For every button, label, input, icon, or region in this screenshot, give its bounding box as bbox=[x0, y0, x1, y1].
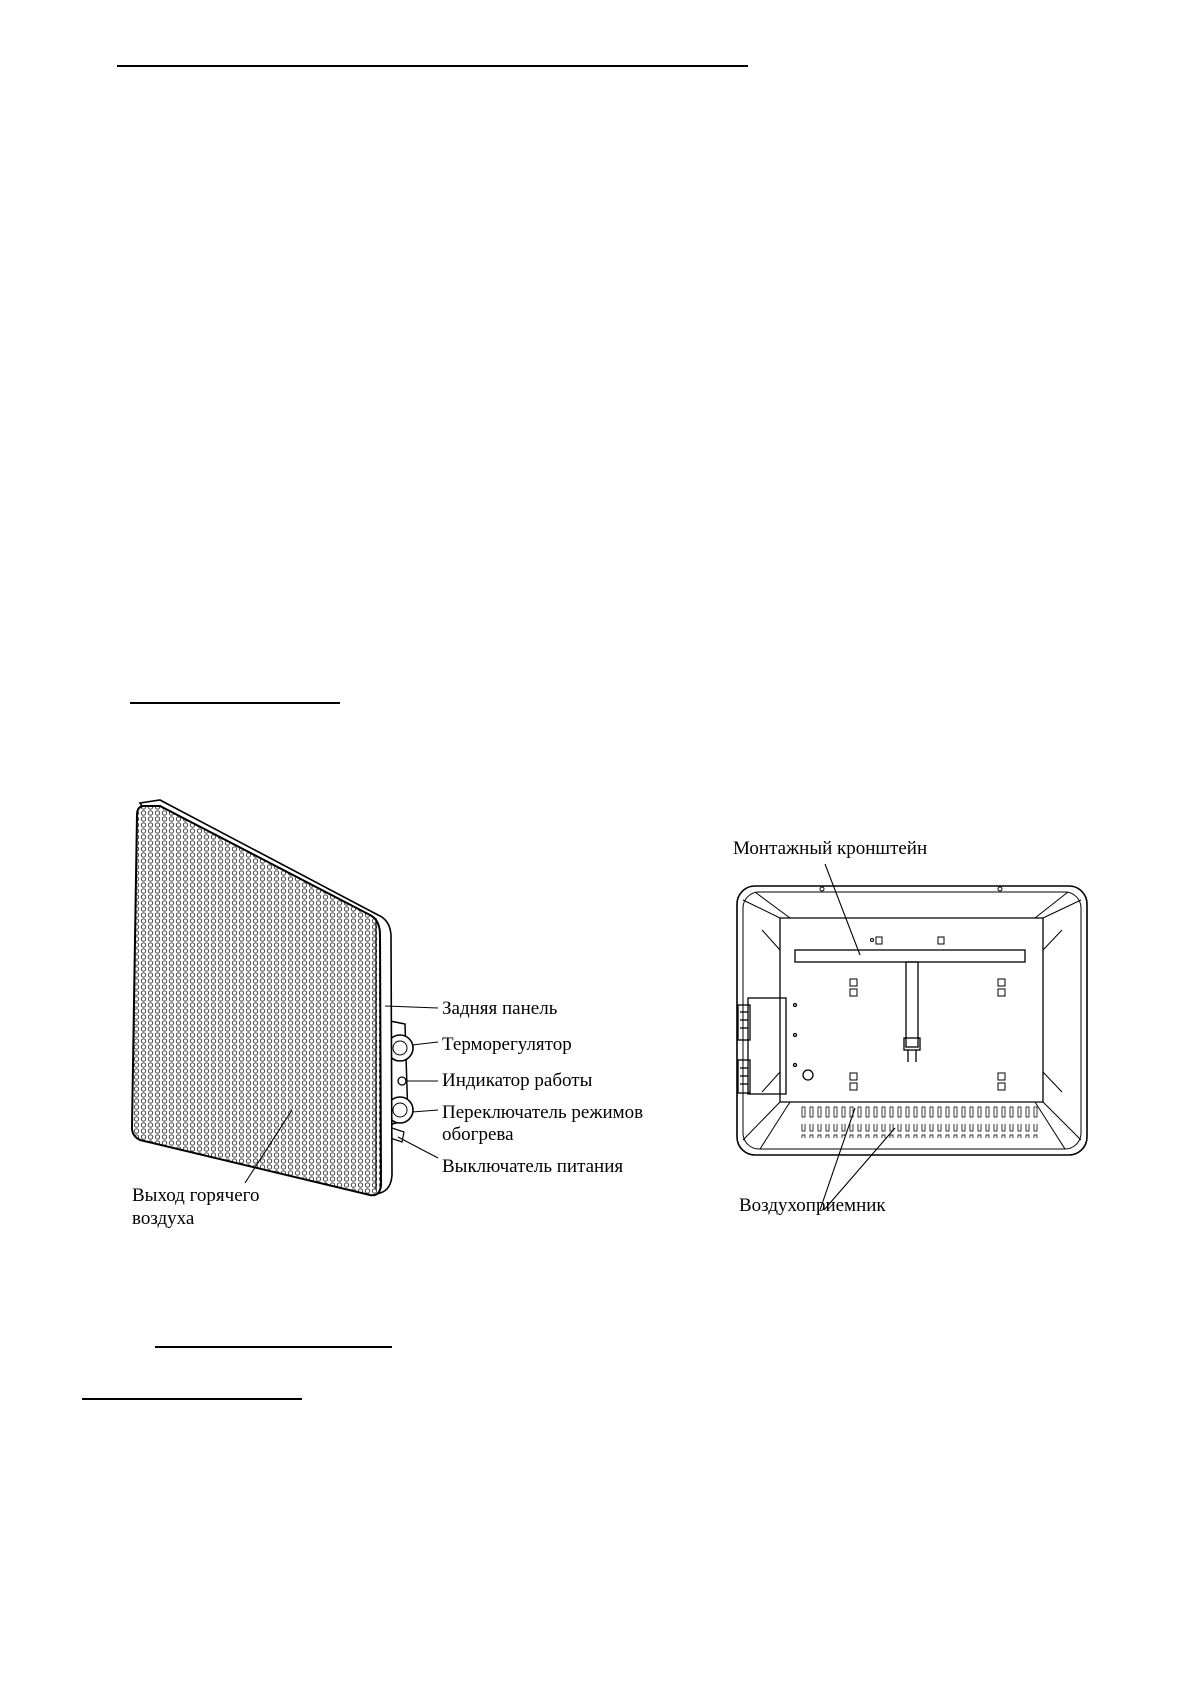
label-rear-panel: Задняя панель bbox=[442, 998, 558, 1019]
label-hot-air-outlet: Выход горячего bbox=[132, 1185, 260, 1206]
air-intake-row-2 bbox=[798, 1124, 1038, 1138]
label-hot-air-outlet-line2: воздуха bbox=[132, 1208, 195, 1229]
rear-control-box bbox=[738, 998, 813, 1094]
label-air-intake: Воздухоприемник bbox=[739, 1195, 886, 1216]
heater-rear-view bbox=[737, 864, 1087, 1210]
label-power-switch: Выключатель питания bbox=[442, 1156, 624, 1177]
mounting-bracket bbox=[795, 937, 1025, 1062]
label-operation-indicator: Индикатор работы bbox=[442, 1070, 593, 1091]
label-mode-switch-line2: обогрева bbox=[442, 1124, 514, 1145]
label-mounting-bracket: Монтажный кронштейн bbox=[733, 838, 928, 859]
label-mode-switch: Переключатель режимов bbox=[442, 1102, 644, 1123]
label-thermostat: Терморегулятор bbox=[442, 1034, 572, 1055]
air-intake-row-1 bbox=[798, 1106, 1038, 1120]
indicator-lamp bbox=[398, 1077, 406, 1085]
